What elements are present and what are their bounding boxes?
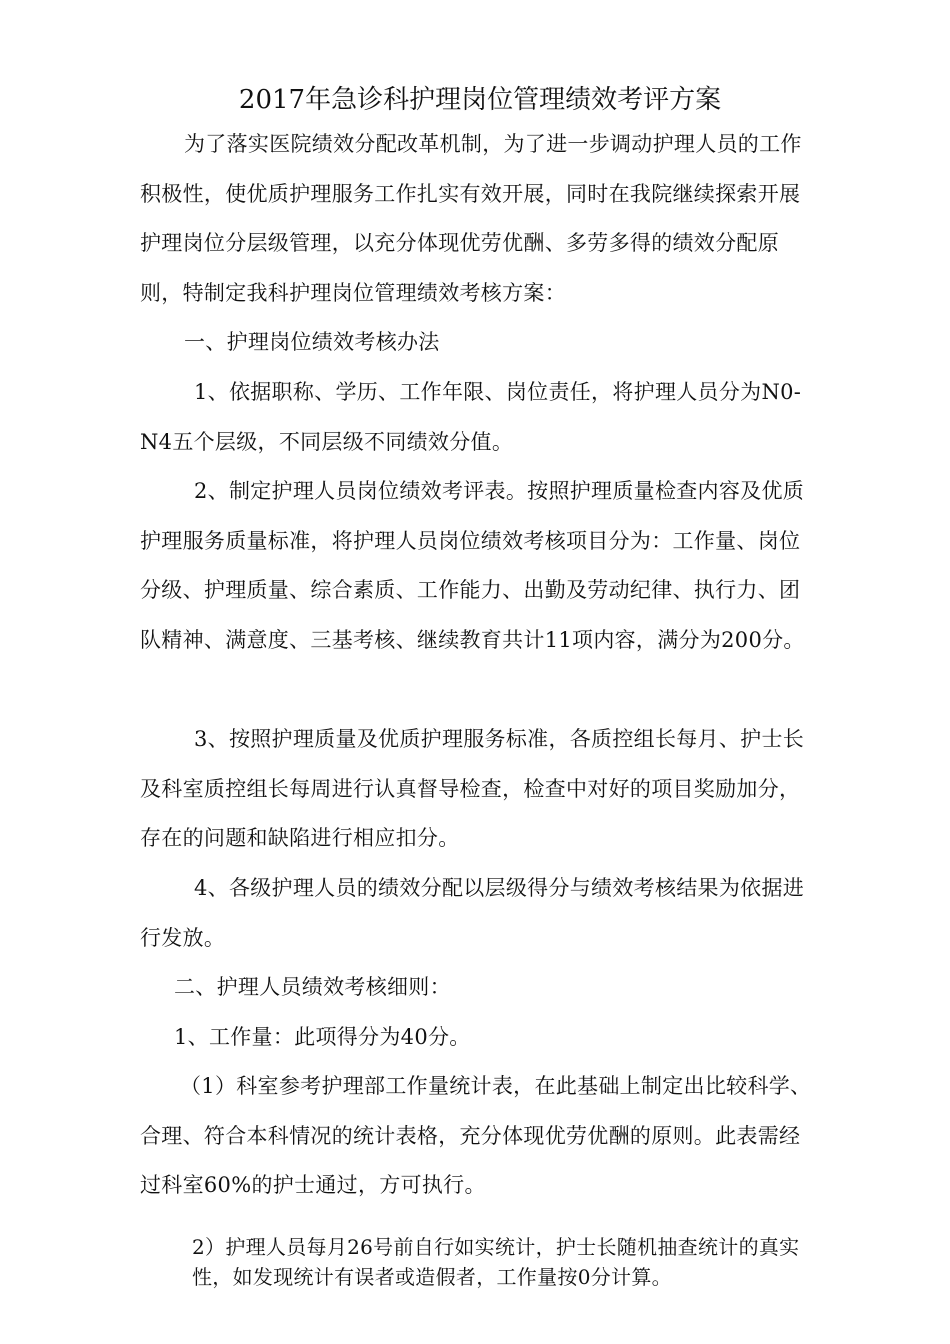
intro-paragraph: 为了落实医院绩效分配改革机制，为了进一步调动护理人员的工作积极性，使优质护理服务工作扎实有效开展，同时在我院继续探索开展护理岗位分层级管理，以充分体现优劳优酬、多劳多得的绩效分配原则，特制定我科护理岗位管理绩效考核方案： xyxy=(140,132,802,306)
workload-clause-1: （1）科室参考护理部工作量统计表，在此基础上制定出比较科学、合理、符合本科情况的统计表格，充分体现优劳优酬的原则。此表需经过科室60%的护士通过，方可执行。 xyxy=(140,1074,812,1198)
section1-item-4: 4、各级护理人员的绩效分配以层级得分与绩效考核结果为依据进行发放。 xyxy=(140,876,805,950)
section1-item-2: 2、制定护理人员岗位绩效考评表。按照护理质量检查内容及优质护理服务质量标准，将护理人员岗位绩效考核项目分为：工作量、岗位分级、护理质量、综合素质、工作能力、出勤及劳动纪律、执行力、团队精神、满意度、三基考核、继续教育共计11项内容，满分为200分。 xyxy=(140,479,805,653)
document-title: 2017年急诊科护理岗位管理绩效考评方案 xyxy=(238,85,722,115)
section-heading-2: 二、护理人员绩效考核细则： xyxy=(174,975,451,999)
section-heading-1: 一、护理岗位绩效考核办法 xyxy=(184,330,440,354)
workload-clause-2: 2）护理人员每月26号前自行如实统计，护士长随机抽查统计的真实性，如发现统计有误者或造假者，工作量按0分计算。 xyxy=(192,1235,800,1289)
workload-heading: 1、工作量：此项得分为40分。 xyxy=(174,1025,471,1049)
section1-item-1: 1、依据职称、学历、工作年限、岗位责任，将护理人员分为N0-N4五个层级，不同层级不同绩效分值。 xyxy=(140,380,802,454)
section1-item-3: 3、按照护理质量及优质护理服务标准，各质控组长每月、护士长及科室质控组长每周进行认真督导检查，检查中对好的项目奖励加分，存在的问题和缺陷进行相应扣分。 xyxy=(140,727,805,851)
